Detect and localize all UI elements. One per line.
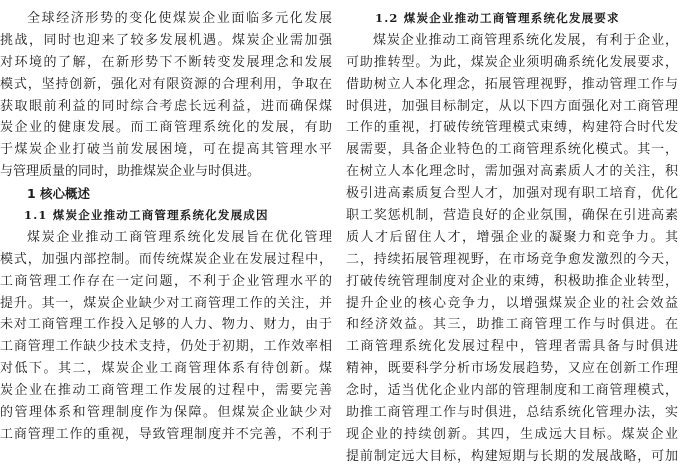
text-line: 打破传统管理制度对企业的束缚，积极助推企业转型， xyxy=(346,273,678,289)
text-line: 煤炭企业推动工商管理系统化发展旨在优化管理 xyxy=(27,229,332,245)
text-line: 借助树立人本化理念，拓展管理视野，推动管理工作与 xyxy=(346,76,678,92)
text-line: 提升。其一，煤炭企业缺少对工商管理工作的关注，并 xyxy=(0,295,332,311)
text-line: 在树立人本化理念时，需加强对高素质人才的关注，积 xyxy=(346,164,678,180)
text-line: 模式，坚持创新，强化对有限资源的合理利用，争取在 xyxy=(0,76,332,92)
text-line: 于煤炭企业打破当前发展困境，可在提高其管理水平 xyxy=(0,142,332,158)
text-line: 炭企业在推动工商管理工作发展的过程中，需要完善 xyxy=(0,383,332,399)
text-line: 获取眼前利益的同时综合考虑长远利益，进而确保煤 xyxy=(0,98,332,114)
text-line: 对环境的了解，在新形势下不断转变发展理念和发展 xyxy=(0,54,332,70)
text-line: 工商管理系统化发展过程中，管理者需具备与时俱进 xyxy=(346,339,678,355)
text-line: 炭企业的健康发展。而工商管理系统化的发展，有助 xyxy=(0,120,332,136)
text-line: 挑战，同时也迎来了较多发展机遇。煤炭企业需加强 xyxy=(0,32,332,48)
text-line: 工商管理工作缺少技术支持，仍处于初期，工作效率相 xyxy=(0,339,332,355)
text-line: 全球经济形势的变化使煤炭企业面临多元化发展 xyxy=(27,11,332,26)
text-line: 工作的重视，打破传统管理模式束缚，构建符合时代发 xyxy=(346,120,678,136)
text-line: 工商管理工作的重视，导致管理制度并不完善，不利于 xyxy=(0,426,332,442)
text-line: 质人才后留住人才，增强企业的凝聚力和竞争力。其 xyxy=(346,229,678,245)
text-line: 煤炭企业推动工商管理系统化发展，有利于企业， xyxy=(373,32,678,48)
text-line: 职工奖惩机制，营造良好的企业氛围，确保在引进高素 xyxy=(346,208,678,224)
text-line: 未对工商管理工作投入足够的人力、物力、财力，由于 xyxy=(0,317,332,333)
right-top-spacer xyxy=(346,0,678,8)
left-column xyxy=(0,0,332,446)
text-line: 的管理体系和管理制度作为保障。但煤炭企业缺少对 xyxy=(0,405,332,421)
text-line: 助推工商管理工作与时俱进，总结系统化管理办法，实 xyxy=(346,405,678,421)
text-line: 二，持续拓展管理视野，在市场竞争愈发激烈的今天， xyxy=(346,251,678,267)
subsection-heading: 1.2 煤炭企业推动工商管理系统化发展要求 xyxy=(375,11,620,25)
text-line: 与管理质量的同时，助推煤炭企业与时俱进。 xyxy=(0,164,261,180)
right-column xyxy=(346,0,678,468)
text-line: 提前制定远大目标，构建短期与长期的发展战略，可加 xyxy=(346,448,678,464)
right-lines xyxy=(346,8,678,468)
text-line: 可助推转型。为此，煤炭企业须明确系统化发展要求， xyxy=(346,54,678,70)
text-line: 时俱进，加强目标制定，从以下四方面强化对工商管理 xyxy=(346,98,678,114)
section-heading: 1 核心概述 xyxy=(27,186,91,202)
subsection-heading: 1.1 煤炭企业推动工商管理系统化发展成因 xyxy=(24,208,269,223)
text-line: 极引进高素质复合型人才，加强对现有职工培育，优化 xyxy=(346,186,678,202)
text-line: 提升企业的核心竞争力，以增强煤炭企业的社会效益 xyxy=(346,295,678,311)
text-line: 精神，既要科学分析市场发展趋势，又应在创新工作理 xyxy=(346,361,678,377)
text-line: 和经济效益。其三，助推工商管理工作与时俱进。在 xyxy=(346,317,678,333)
left-lines xyxy=(0,8,332,446)
text-line: 现企业的持续创新。其四，生成远大目标。煤炭企业 xyxy=(346,426,678,442)
text-line: 展需要，具备企业特色的工商管理系统化模式。其一， xyxy=(346,142,678,158)
left-top-spacer xyxy=(0,0,332,8)
text-line: 念时，适当优化企业内部的管理制度和工商管理模式， xyxy=(346,383,678,399)
text-line: 对低下。其二，煤炭企业工商管理体系有待创新。煤 xyxy=(0,361,332,377)
text-line: 模式，加强内部控制。而传统煤炭企业在发展过程中， xyxy=(0,251,332,267)
text-line: 工商管理工作存在一定问题，不利于企业管理水平的 xyxy=(0,273,332,289)
